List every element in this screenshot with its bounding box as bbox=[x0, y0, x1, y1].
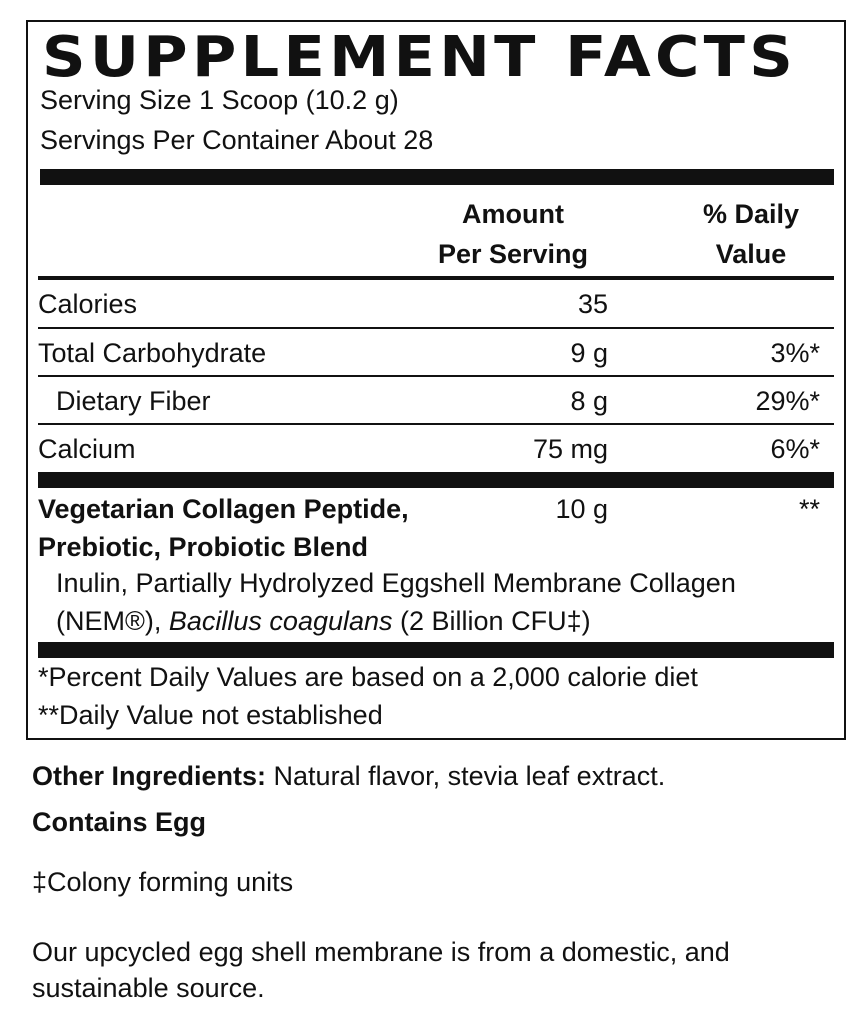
allergen-statement: Contains Egg bbox=[32, 807, 206, 837]
blend-name: Vegetarian Collagen Peptide, Prebiotic, Probiotic Blend bbox=[38, 494, 409, 562]
nutrient-dv: 6%* bbox=[770, 434, 820, 464]
amount-header-line2: Per Serving bbox=[437, 239, 589, 269]
amount-header bbox=[418, 194, 608, 274]
thick-divider bbox=[40, 169, 834, 185]
percent-dv-footnote: *Percent Daily Values are based on a 2,000 calorie diet bbox=[38, 662, 698, 692]
thick-divider bbox=[38, 642, 834, 658]
probiotic-name: Bacillus coagulans bbox=[168, 606, 393, 636]
blend-dv: ** bbox=[798, 494, 820, 524]
other-ingredients bbox=[32, 758, 832, 794]
daily-value-header bbox=[676, 194, 826, 274]
supplement-facts-panel bbox=[26, 20, 846, 740]
dv-header-line1: % Daily bbox=[702, 199, 800, 229]
ingredients-text: Inulin, Partially Hydrolyzed Eggshell Membrane Collagen (NEM®), bbox=[56, 568, 736, 636]
source-note: Our upcycled egg shell membrane is from a domestic, and sustainable source. bbox=[32, 937, 730, 1003]
ingredients-cfu: (2 Billion CFU‡) bbox=[392, 606, 591, 636]
nutrient-dv: 3%* bbox=[770, 338, 820, 368]
nutrient-name: Calcium bbox=[38, 434, 136, 464]
nutrient-amount: 9 g bbox=[570, 338, 608, 368]
blend-amount: 10 g bbox=[555, 494, 608, 524]
nutrient-name: Dietary Fiber bbox=[56, 386, 211, 416]
table-row bbox=[38, 377, 834, 425]
cfu-note: ‡Colony forming units bbox=[32, 867, 294, 897]
nutrient-dv: 29%* bbox=[755, 386, 820, 416]
other-ingredients-text: Natural flavor, stevia leaf extract. bbox=[266, 761, 666, 791]
other-ingredients-label: Other Ingredients: bbox=[32, 761, 267, 791]
thick-divider bbox=[38, 472, 834, 488]
nutrient-name: Calories bbox=[38, 289, 138, 319]
table-row bbox=[38, 329, 834, 377]
table-row bbox=[38, 280, 834, 328]
blend-ingredients bbox=[56, 564, 846, 640]
serving-size: Serving Size 1 Scoop (10.2 g) bbox=[40, 85, 399, 115]
nutrient-amount: 35 bbox=[577, 289, 608, 319]
nutrient-amount: 8 g bbox=[570, 386, 608, 416]
nutrient-amount: 75 mg bbox=[532, 434, 608, 464]
table-row bbox=[38, 425, 834, 473]
nutrient-name: Total Carbohydrate bbox=[38, 338, 267, 368]
servings-per-container: Servings Per Container About 28 bbox=[40, 125, 434, 155]
dv-header-line2: Value bbox=[715, 239, 787, 269]
panel-title: SUPPLEMENT FACTS bbox=[42, 25, 798, 90]
dv-not-established-footnote: **Daily Value not established bbox=[38, 700, 383, 730]
amount-header-line1: Amount bbox=[462, 199, 564, 229]
